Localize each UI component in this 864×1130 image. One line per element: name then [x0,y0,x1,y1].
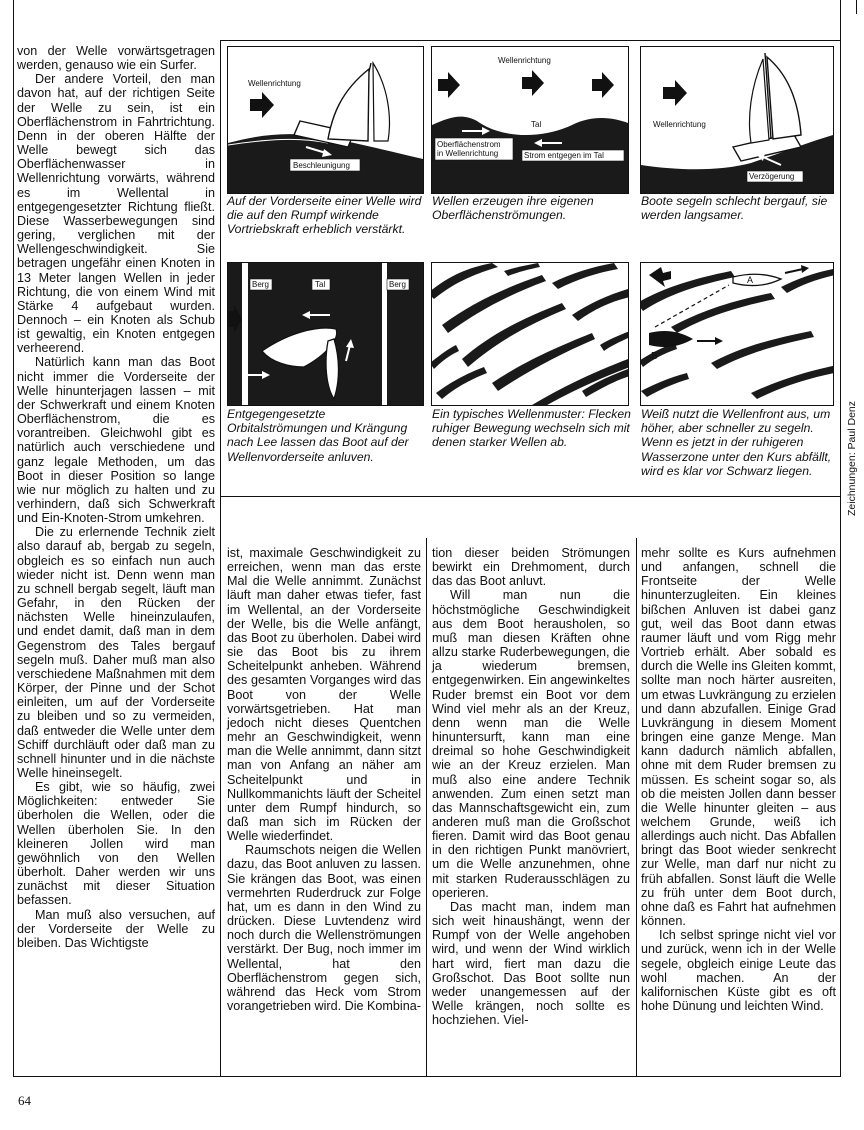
wave-pattern-graphic [432,263,628,405]
text-column-3 [432,546,630,1027]
column-rule-3 [636,538,637,1076]
fig3-label-deceleration: Verzögerung [749,172,795,181]
col2-paragraph: ist, maximale Geschwindigkeit zu erreichen, wenn man das erste Mal die Welle annimmt. Zunächst läuft man daher etwas tiefer, fast im Wellental, an der Vorderseite der Welle, bis die Welle anfängt, das Boot zu überholen. Dabei wird sie das Boot bis zu ihrem Scheitelpunkt anheben. Während des gesamten Vorganges wird das Boot von der Welle vorwärtsgetrieben. Hat man jedoch nicht dieses Quentchen mehr an Geschwindigkeit, wenn man die Welle annimmt, dann sitzt man von Anfang an näher am Scheitelpunkt und in Nullkommanichts läuft der Scheitel unter dem Rumpf hindurch, so daß man sich im Rücken der Welle wiederfindet. [227,546,421,844]
figure-6-tactics [640,262,834,406]
fig4-label-crest-right: Berg [389,280,406,289]
text-column-2 [227,546,421,1013]
figure-box-left [220,40,221,496]
right-border [840,0,841,1076]
figure-3-uphill [640,46,834,194]
col1-paragraph: von der Welle vorwärtsgetragen werden, genauso wie ein Surfer. [17,44,215,73]
fig4-label-trough: Tal [315,280,326,289]
fig6-label-a: A [747,275,754,285]
left-border [13,0,14,1076]
page-number: 64 [18,1093,31,1108]
figure-4-orbital-currents [227,262,424,406]
col3-paragraph: Das macht man, indem man sich weit hinaushängt, wenn der Rumpf von der Welle angehoben wird, und wenn der Wind wirklich hart wird, fiert man dazu die Großschot. Das Boot sollte nun weder unangemessen auf der Welle krängen, noch sollte es hochziehen. Viel- [432,899,630,1028]
figure-2-caption: Wellen erzeugen ihre eigenen Oberflächenströmungen. [432,194,594,223]
fig6-label-b: B [651,351,658,362]
col1-paragraph: Natürlich kann man das Boot nicht immer die Vorderseite der Welle hinunterjagen lassen – mit der Schwerkraft und einem Knoten Oberflächenstrom, die es vorantreiben. Gleichwohl gibt es natürlich auch verschiedene und ganz legale Methoden, um das Boot in dieser Position so lange wie nur möglich zu halten und zu verhindern, daß sich Schwerkraft und Ein-Knoten-Strom umkehren. [17,355,215,526]
col3-paragraph: Will man nun die höchstmögliche Geschwindigkeit aus dem Boot herausholen, so muß man diesen Kräften ohne allzu starke Ruderbewegungen, die ja wiederum bremsen, entgegenwirken. Ein angewinkeltes Ruder bremst ein Boot vor dem Wind viel mehr als an der Kreuz, denn wenn man die Welle hinuntersurft, kann man eine dreimal so hohe Geschwindigkeit wie an der Kreuz erzielen. Man muß also eine andere Technik anwenden. Zum einen setzt man das Mannschaftsgewicht ein, zum anderen muß man die Großschot fieren. Damit wird das Boot genau in den richtigen Punkt manövriert, um die Welle anzunehmen, ohne mit starken Ruderausschlägen zu operieren. [432,588,630,900]
text-column-1 [17,44,215,950]
fig2-label-trough: Tal [531,120,542,129]
figure-box-bottom [220,496,840,497]
figure-6-caption: Weiß nutzt die Wellenfront aus, um höher, aber schneller zu segeln. Wenn es jetzt in der ruhigeren Wasserzone unter den Kurs abfällt, wird es klar vor Schwarz liegen. [641,407,832,478]
figure-1-wave-front [227,46,424,194]
col1-paragraph: Die zu erlernende Technik zielt also darauf ab, bergab zu segeln, obgleich es so einfach nun auch wieder nicht ist. Denn wenn man zu schnell bergab segelt, läuft man Gefahr, in den Rücken der nächsten Welle hineinzulaufen, und endet damit, daß man in dem Gegenstrom des Tales bergauf segeln muß. Daher muß man also verschiedene Maßnahmen mit dem Körper, der Pinne und der Schot einleiten, um auf der Vorderseite zu bleiben und so zu vermeiden, daß entweder die Welle unter dem Schiff durchläuft oder daß man zu schnell hinunter und in die nächste Welle hineinsegelt. [17,525,215,780]
illustration-credit: Zeichnungen: Paul Denz [846,401,858,516]
col2-paragraph: Raumschots neigen die Wellen dazu, das Boot anluven zu lassen. Sie krängen das Boot, was einen vermehrten Ruderdruck zur Folge hat, um es dann in den Wind zu drücken. Diese Luvtendenz wird noch durch die Wellenströmungen verstärkt. Der Bug, noch immer im Wellental, hat den Oberflächenstrom gegen sich, während das Heck vom Strom vorangetrieben wird. Die Kombina- [227,843,421,1013]
fig2-label-wave-direction: Wellenrichtung [498,56,551,65]
right-edge-mark [856,0,857,14]
bottom-border [13,1076,841,1077]
figure-5-wave-pattern [431,262,629,406]
figure-5-caption: Ein typisches Wellenmuster: Flecken ruhiger Bewegung wechseln sich mit denen starker Wellen ab. [432,407,631,450]
fig3-label-wave-direction: Wellenrichtung [653,120,706,129]
col1-paragraph: Es gibt, wie so häufig, zwei Möglichkeiten: entweder Sie überholen die Wellen, oder die Wellen überholen Sie. In den kleineren Jollen wird man gewöhnlich von den Wellen überholt. Daher werden wir uns zunächst mit dieser Situation befassen. [17,780,215,908]
figure-box-top [220,40,840,41]
fig1-label-wave-direction: Wellenrichtung [248,79,301,88]
text-column-4 [641,546,836,1013]
figure-3-caption: Boote segeln schlecht bergauf, sie werden langsamer. [641,194,828,223]
column-rule-1 [220,496,221,1076]
fig2-label-current-against: Strom entgegen im Tal [524,151,604,160]
col4-paragraph: mehr sollte es Kurs aufnehmen und anfangen, schnell die Frontseite der Welle hinunterzugleiten. Ein kleines bißchen Anluven ist dabei ganz gut, weil das Boot dann etwas raumer läuft und vom Rigg mehr Vortrieb erhält. Aber sobald es durch die Welle ins Gleiten kommt, sollte man noch härter ausreiten, um etwas Luvkrängung zu erzielen und dann abzufallen. Einige Grad Luvkrängung in diesem Moment bringen eine ganze Menge. Man kann dadurch nämlich abfallen, ohne mit dem Ruder bremsen zu müssen. Es scheint sogar so, als ob die meisten Jollen dann besser die Welle hinunter gleiten – aus welchem Grunde, weiß ich allerdings auch nicht. Das Abfallen bringt das Boot wieder senkrecht zur Welle, man darf nur nicht zu früh abfallen. Sonst läuft die Welle zu früh unter dem Boot durch, ohne daß es Fahrt hat aufnehmen können. [641,546,836,929]
col3-paragraph: tion dieser beiden Strömungen bewirkt ein Drehmoment, durch das das Boot anluvt. [432,546,630,589]
fig1-label-acceleration: Beschleunigung [293,161,350,170]
col4-paragraph: Ich selbst springe nicht viel vor und zurück, wenn ich in der Welle segele, obgleich einige Leute das wohl machen. An der kalifornischen Küste gibt es oft hohe Dünung und leichten Wind. [641,928,836,1013]
fig4-label-crest-left: Berg [252,280,269,289]
col1-paragraph: Der andere Vorteil, den man davon hat, auf der richtigen Seite der Welle zu sein, ist ein Oberflächenstrom in Fahrtrichtung. Denn in der oberen Hälfte der Welle bewegt sich das Oberflächenwasser in Wellenrichtung vorwärts, während es im Wellental in entgegengesetzter Richtung fließt. Diese Wasserbewegungen sind gering, verglichen mit der Wellengeschwindigkeit. Sie betragen ungefähr einen Knoten in 13 Meter langen Wellen in jeder Richtung, die von einem Wind mit Stärke 4 aufgebaut wurden. Dennoch – ein Knoten als Schub ist gewaltig, ein Knoten entgegen verheerend. [17,72,215,356]
column-rule-2 [426,538,427,1076]
figure-4-caption: Entgegengesetzte Orbitalströmungen und Krängung nach Lee lassen das Boot auf der Wellenvorderseite anluven. [227,407,409,464]
col1-paragraph: Man muß also versuchen, auf der Vorderseite der Welle zu bleiben. Das Wichtigste [17,907,215,950]
figure-2-surface-currents [431,46,629,194]
figure-1-caption: Auf der Vorderseite einer Welle wird die auf den Rumpf wirkende Vortriebskraft erheblich verstärkt. [227,194,422,237]
fig2-label-current-forward: Oberflächenstrom in Wellenrichtung [437,140,501,158]
